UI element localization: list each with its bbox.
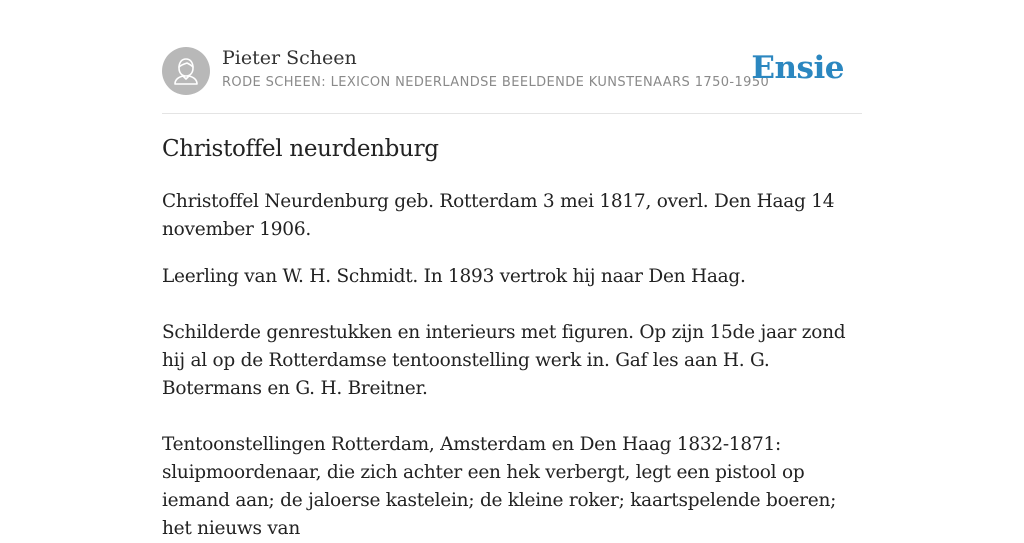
article-title: Christoffel neurdenburg — [162, 136, 439, 162]
article-paragraph: Tentoonstellingen Rotterdam, Amsterdam en Den Haag 1832-1871: sluipmoordenaar, die zich achter een hek verbergt, legt een pistool op iemand aan; de jaloerse kastelein; de kleine roker; kaartspelende boeren; het nieuws van — [162, 434, 837, 539]
article-paragraph: Leerling van W. H. Schmidt. In 1893 vertrok hij naar Den Haag. — [162, 266, 746, 287]
author-avatar[interactable] — [162, 47, 210, 95]
user-silhouette-icon — [162, 47, 210, 95]
article-paragraph: Schilderde genrestukken en interieurs met figuren. Op zijn 15de jaar zond hij al op de Rotterdamse tentoonstelling werk in. Gaf les aan H. G. Botermans en G. H. Breitner. — [162, 322, 846, 399]
source-title[interactable]: RODE SCHEEN: LEXICON NEDERLANDSE BEELDENDE KUNSTENAARS 1750-1950 — [222, 75, 770, 90]
article-body — [162, 188, 862, 543]
ensie-logo[interactable]: Ensie — [751, 50, 844, 86]
author-name[interactable]: Pieter Scheen — [222, 47, 357, 69]
header-divider — [162, 113, 862, 114]
article-paragraph: Christoffel Neurdenburg geb. Rotterdam 3 mei 1817, overl. Den Haag 14 november 1906. — [162, 191, 835, 240]
article-header — [162, 44, 862, 100]
